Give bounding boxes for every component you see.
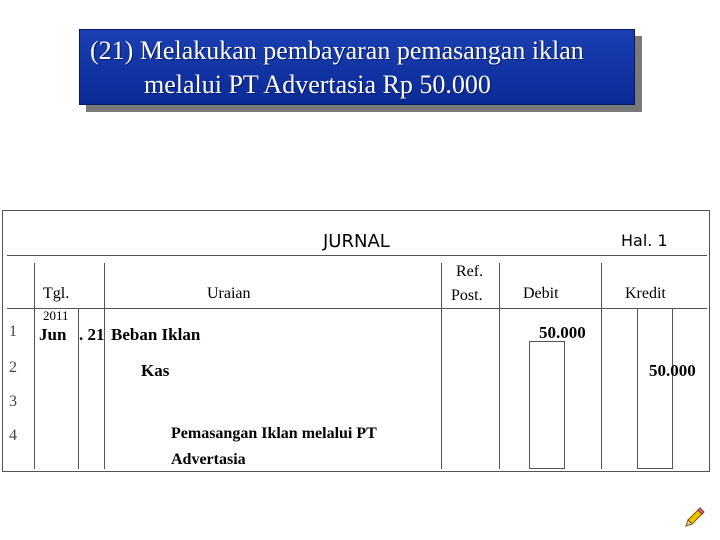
row-number: 1: [9, 323, 17, 340]
credit-column-box: [637, 308, 673, 469]
entry-month: Jun: [39, 325, 67, 344]
column-date: Tgl.: [43, 285, 70, 302]
entry-description-credit: Kas: [141, 361, 170, 380]
journal-table: [2, 210, 710, 472]
title-banner: [79, 29, 635, 105]
column-post: Post.: [451, 287, 483, 304]
pencil-icon: [684, 506, 706, 528]
page-number: Hal. 1: [621, 231, 668, 250]
column-description: Uraian: [207, 285, 251, 302]
journal-heading: JURNAL: [323, 231, 390, 252]
column-credit: Kredit: [625, 285, 666, 302]
row-number: 2: [9, 359, 17, 376]
year-label: 2011: [43, 308, 69, 323]
row-number: 4: [9, 427, 17, 444]
entry-description-debit: Beban Iklan: [111, 325, 201, 344]
title-line-1: (21) Melakukan pembayaran pemasangan iklan: [90, 36, 584, 65]
column-debit: Debit: [523, 285, 559, 302]
entry-explanation: Pemasangan Iklan melalui PT: [171, 425, 377, 442]
credit-amount: 50.000: [649, 361, 696, 380]
column-ref: Ref.: [456, 263, 484, 280]
entry-explanation-cont: Advertasia: [171, 451, 246, 468]
row-number: 3: [9, 393, 17, 410]
debit-amount: 50.000: [539, 323, 586, 342]
entry-day: . 21: [79, 325, 105, 344]
debit-column-box: [529, 341, 565, 469]
title-line-2: melalui PT Advertasia Rp 50.000: [144, 70, 491, 99]
